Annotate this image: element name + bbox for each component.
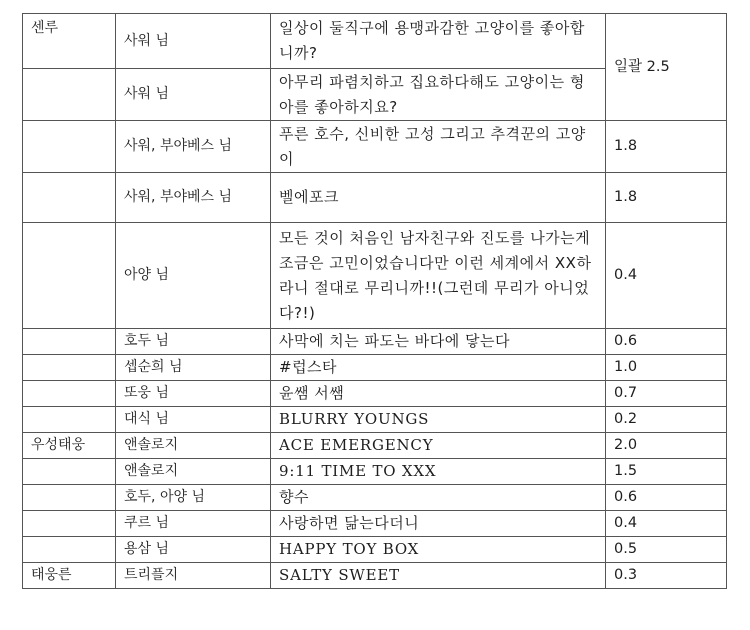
score-cell: 1.0 [606, 355, 727, 381]
group-cell [23, 121, 116, 173]
table-row [23, 537, 727, 563]
table-row [23, 407, 727, 433]
title-cell: 모든 것이 처음인 남자친구와 진도를 나가는게 조금은 고민이었습니다만 이런 세계에서 XX하라니 절대로 무리니까!!(그런데 무리가 아니었다?!) [271, 223, 606, 329]
nick-cell: 용삼 님 [116, 537, 271, 563]
score-cell: 0.6 [606, 485, 727, 511]
score-cell: 2.0 [606, 433, 727, 459]
nick-cell: 대식 님 [116, 407, 271, 433]
group-cell [23, 381, 116, 407]
table-body [23, 14, 727, 589]
table-row [23, 563, 727, 589]
table-row [23, 173, 727, 223]
group-cell [23, 407, 116, 433]
group-cell [23, 173, 116, 223]
group-cell [23, 69, 116, 121]
nick-cell: 호두 님 [116, 329, 271, 355]
nick-cell: 아양 님 [116, 223, 271, 329]
group-cell: 태웅른 [23, 563, 116, 589]
table-row [23, 433, 727, 459]
score-cell: 0.7 [606, 381, 727, 407]
title-cell: 사랑하면 닮는다더니 [271, 511, 606, 537]
group-cell: 우성태웅 [23, 433, 116, 459]
title-cell: #럽스타 [271, 355, 606, 381]
score-cell: 0.4 [606, 223, 727, 329]
group-cell [23, 459, 116, 485]
table-row [23, 459, 727, 485]
score-cell: 1.5 [606, 459, 727, 485]
score-cell: 1.8 [606, 121, 727, 173]
group-cell [23, 223, 116, 329]
title-cell: 벨에포크 [271, 173, 606, 223]
nick-cell: 셉순희 님 [116, 355, 271, 381]
score-cell: 0.4 [606, 511, 727, 537]
group-cell [23, 329, 116, 355]
table-row [23, 485, 727, 511]
nick-cell: 트리플지 [116, 563, 271, 589]
title-cell: HAPPY TOY BOX [271, 537, 606, 563]
group-cell [23, 355, 116, 381]
score-cell: 일괄 2.5 [606, 14, 727, 121]
table-row [23, 14, 727, 69]
title-cell: 9:11 TIME TO XXX [271, 459, 606, 485]
title-cell: BLURRY YOUNGS [271, 407, 606, 433]
nick-cell: 사워 님 [116, 14, 271, 69]
table-row [23, 355, 727, 381]
table-row [23, 381, 727, 407]
nick-cell: 사워 님 [116, 69, 271, 121]
title-cell: SALTY SWEET [271, 563, 606, 589]
title-cell: 향수 [271, 485, 606, 511]
group-cell [23, 511, 116, 537]
group-cell [23, 537, 116, 563]
title-cell: 푸른 호수, 신비한 고성 그리고 추격꾼의 고양이 [271, 121, 606, 173]
score-cell: 0.6 [606, 329, 727, 355]
table-row [23, 223, 727, 329]
title-cell: 아무리 파렴치하고 집요하다해도 고양이는 형아를 좋아하지요? [271, 69, 606, 121]
nick-cell: 사워, 부야베스 님 [116, 121, 271, 173]
data-table [22, 13, 727, 589]
score-cell: 1.8 [606, 173, 727, 223]
table-row [23, 121, 727, 173]
nick-cell: 호두, 아양 님 [116, 485, 271, 511]
group-cell: 센루 [23, 14, 116, 69]
nick-cell: 사워, 부야베스 님 [116, 173, 271, 223]
table-row [23, 329, 727, 355]
nick-cell: 앤솔로지 [116, 433, 271, 459]
group-cell [23, 485, 116, 511]
nick-cell: 쿠르 님 [116, 511, 271, 537]
title-cell: 일상이 둘직구에 용맹과감한 고양이를 좋아합니까? [271, 14, 606, 69]
title-cell: 사막에 치는 파도는 바다에 닿는다 [271, 329, 606, 355]
nick-cell: 또웅 님 [116, 381, 271, 407]
title-cell: ACE EMERGENCY [271, 433, 606, 459]
score-cell: 0.2 [606, 407, 727, 433]
title-cell: 윤쌤 서쌤 [271, 381, 606, 407]
score-cell: 0.5 [606, 537, 727, 563]
score-cell: 0.3 [606, 563, 727, 589]
nick-cell: 앤솔로지 [116, 459, 271, 485]
table-row [23, 511, 727, 537]
